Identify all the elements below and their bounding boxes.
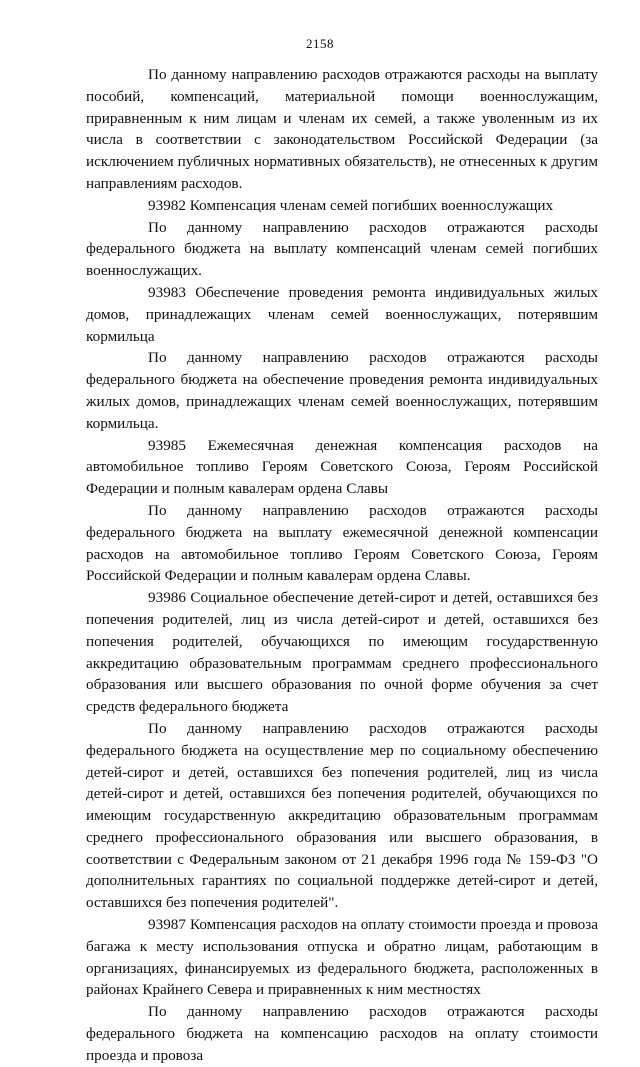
page-number: 2158 <box>306 36 334 51</box>
paragraph-93983-description: По данному направлению расходов отражаются расходы федерального бюджета на обеспечение проведения ремонта индивидуальных жилых домов, принадлежащих членам семей военнослужащих, потерявшим кормильца. <box>86 349 598 432</box>
heading-93987: 93987 Компенсация расходов на оплату стоимости проезда и провоза багажа к месту использования отпуска и обратно лицам, работающим в организациях, финансируемых из федерального бюджета, расположенных в районах Крайнего Севера и приравненных к ним местностях <box>86 916 598 999</box>
heading-93983: 93983 Обеспечение проведения ремонта индивидуальных жилых домов, принадлежащих членам семей военнослужащих, потерявшим кормильца <box>86 283 598 345</box>
paragraph-93987-description: По данному направлению расходов отражаются расходы федерального бюджета на компенсацию расходов на оплату стоимости проезда и провоза <box>86 1003 598 1064</box>
heading-93982: 93982 Компенсация членам семей погибших военнослужащих <box>148 196 554 214</box>
paragraph-93985-description: По данному направлению расходов отражаются расходы федерального бюджета на выплату ежемесячной денежной компенсации расходов на автомобильное топливо Героям Советского Союза, Героям Российской Федерации и полным кавалерам ордена Славы. <box>86 501 598 585</box>
paragraph-payment-description: По данному направлению расходов отражаются расходы на выплату пособий, компенсаций, материальной помощи военнослужащим, приравненным к ним лицам и членам их семей, а также уволенным из их числа в соответствии с законодательством Российской Федерации (за исключением публичных нормативных обязательств), не отнесенных к другим направлениям расходов. <box>86 66 598 192</box>
paragraph-93986-description: По данному направлению расходов отражаются расходы федерального бюджета на осуществление мер по социальному обеспечению детей-сирот и детей, оставшихся без попечения родителей, лиц из числа детей-сирот и детей, оставшихся без попечения родителей, обучающихся по имеющим государственную аккредитацию образовательным программам среднего профессионального образования или высшего образования, в соответствии с Федеральным законом от 21 декабря 1996 года № 159-ФЗ "О дополнительных гарантиях по социальной поддержке детей-сирот и детей, оставшихся без попечения родителей". <box>86 719 598 912</box>
document-body <box>86 64 598 1067</box>
heading-93985: 93985 Ежемесячная денежная компенсация расходов на автомобильное топливо Героям Советского Союза, Героям Российской Федерации и полным кавалерам ордена Славы <box>86 436 598 498</box>
paragraph-93982-description: По данному направлению расходов отражаются расходы федерального бюджета на выплату компенсаций членам семей погибших военнослужащих. <box>86 218 598 280</box>
heading-93986: 93986 Социальное обеспечение детей-сирот и детей, оставшихся без попечения родителей, лиц из числа детей-сирот и детей, оставшихся без попечения родителей, обучающихся по имеющим государственную аккредитацию образовательным программам среднего профессионального образования или высшего образования по очной форме обучения за счет средств федерального бюджета <box>86 589 598 716</box>
